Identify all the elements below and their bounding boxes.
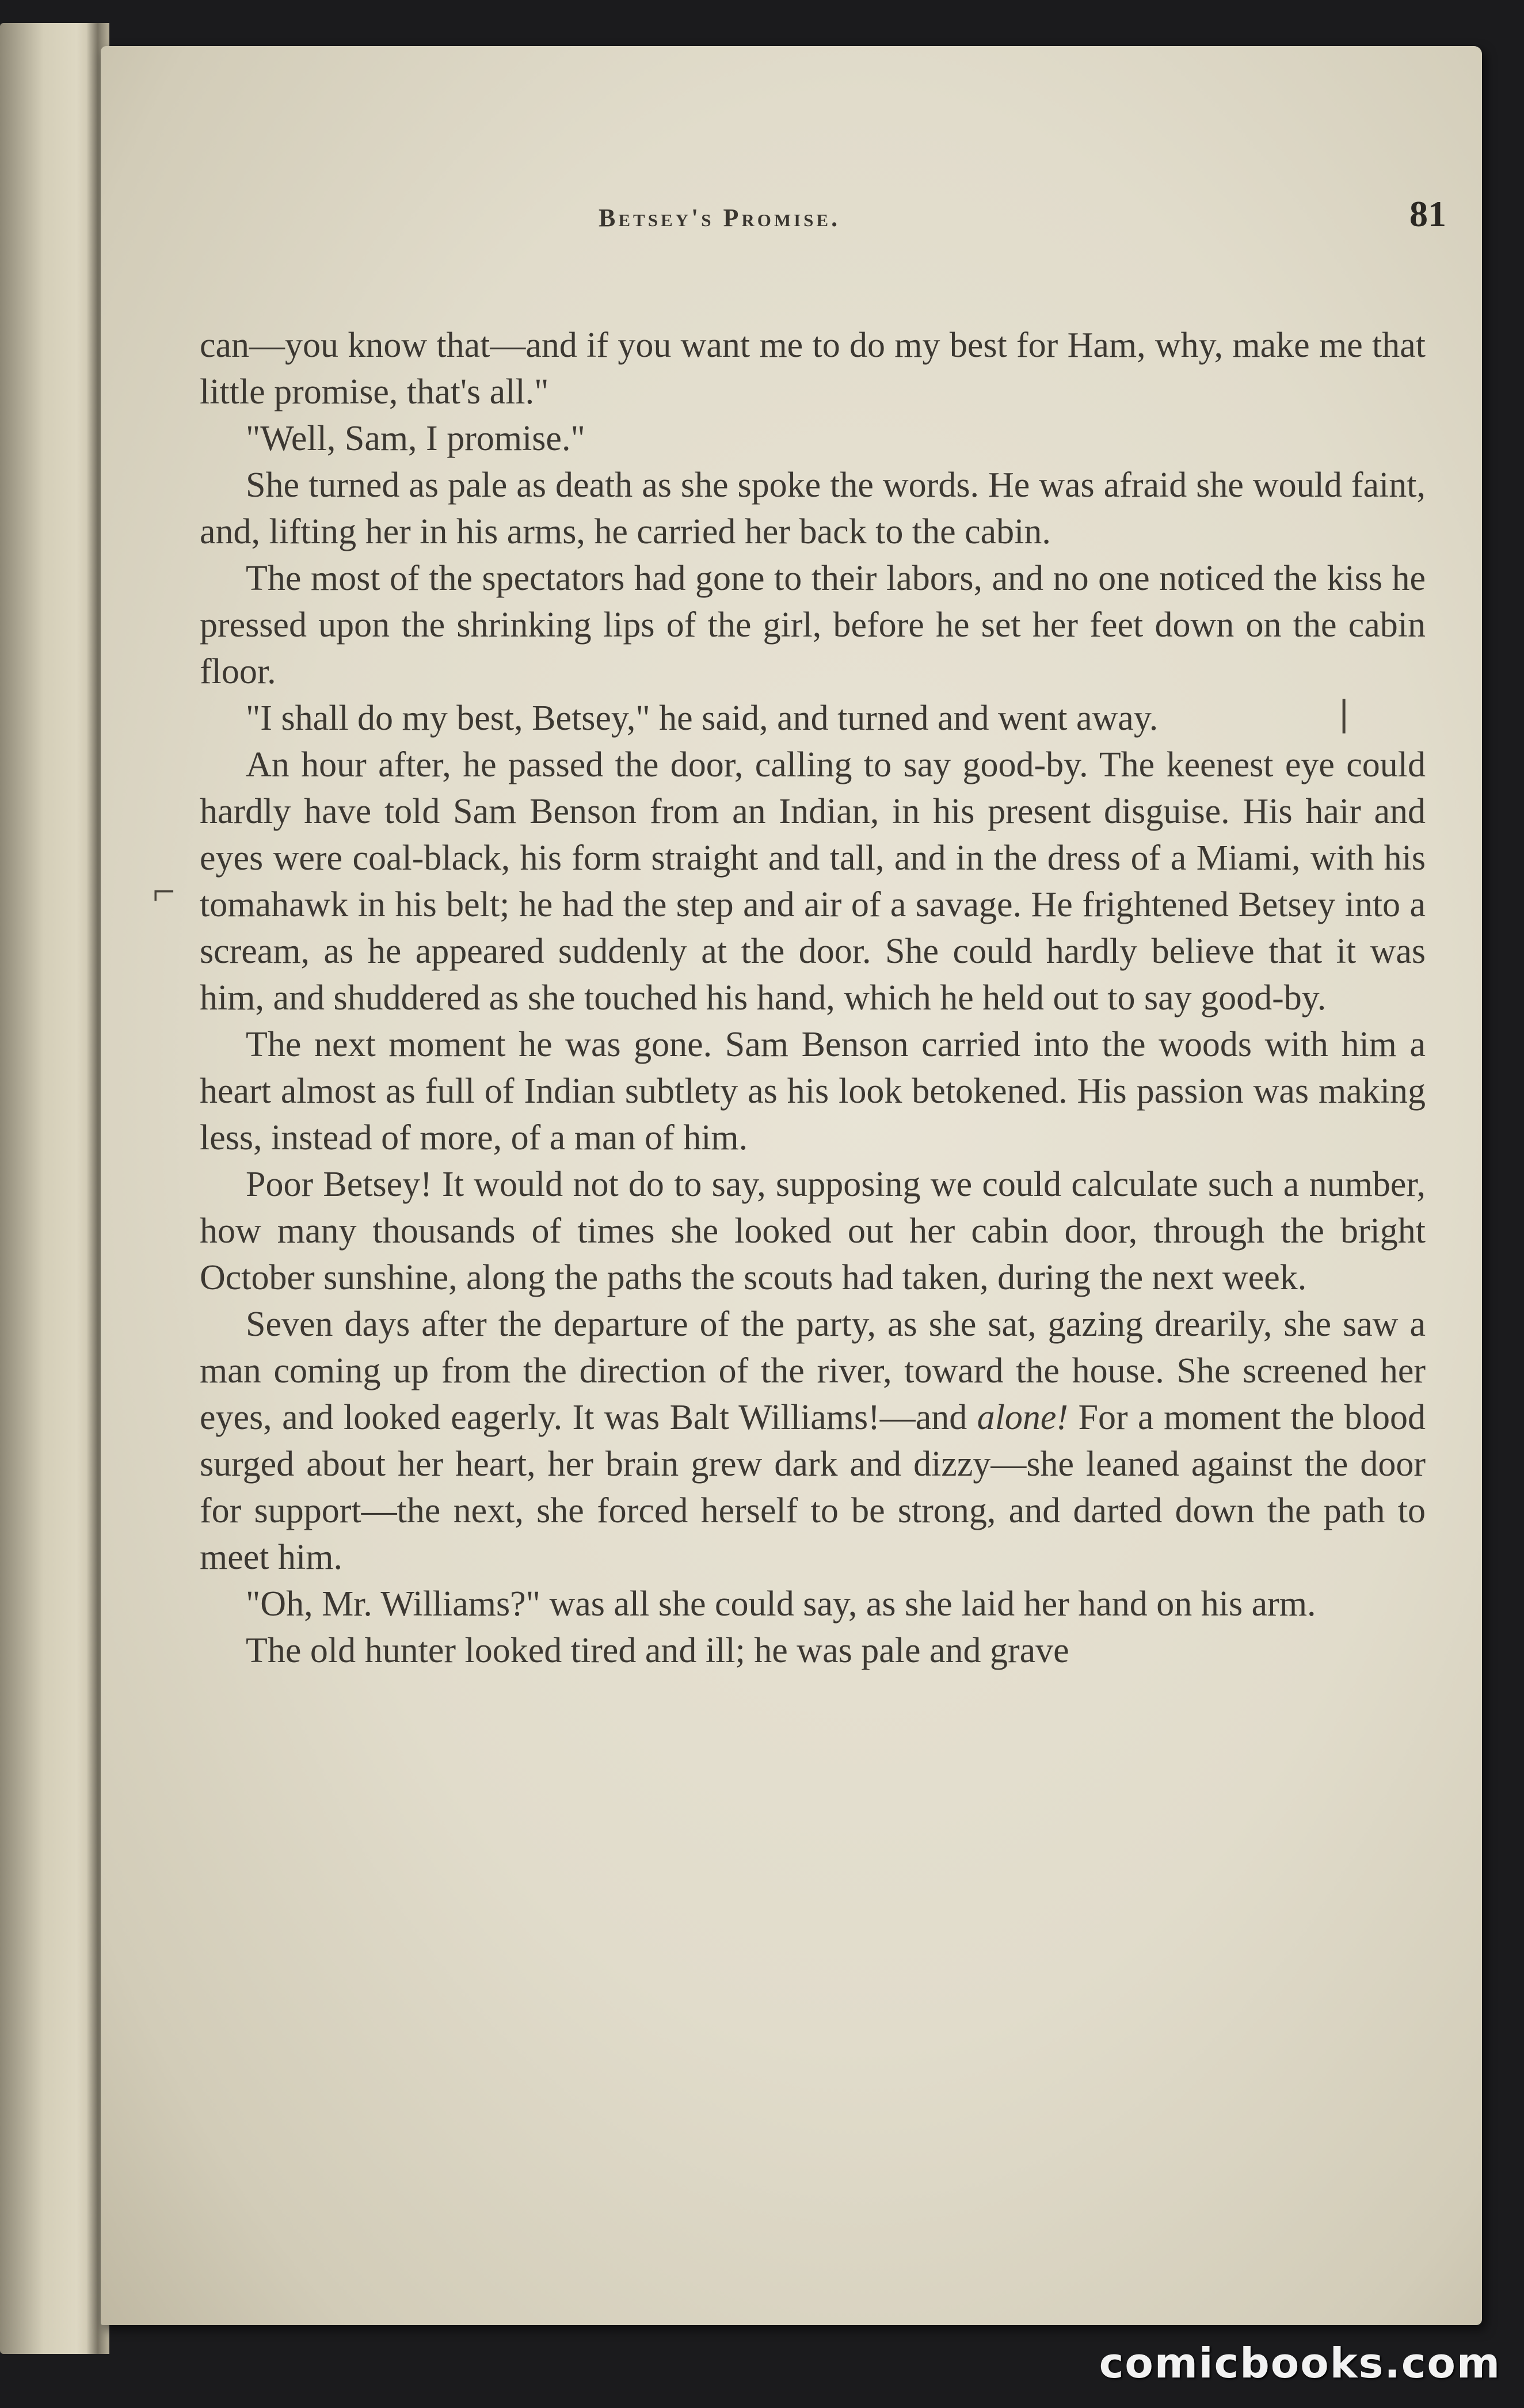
paragraph: The old hunter looked tired and ill; he was pale and grave <box>246 1631 1069 1670</box>
watermark: comicbooks.com <box>1099 2339 1501 2387</box>
paragraph: She turned as pale as death as she spoke the words. He was afraid she would faint, and, lifting her in his arms, he carried her back to the cabin. <box>200 466 1426 551</box>
book-page <box>101 46 1482 2325</box>
running-title: Betsey's Promise. <box>599 204 841 232</box>
running-head <box>101 193 1482 245</box>
paragraph: "I shall do my best, Betsey," he said, and turned and went away. <box>246 699 1159 738</box>
paragraph-text-tail: For a moment the blood surged about her heart, her brain grew dark and dizzy—she leaned against the door for support—the next, she forced herself to be strong, and darted down the path to meet him. <box>200 1398 1426 1577</box>
margin-pencil-mark: ❘ <box>1329 695 1359 733</box>
paragraph: The most of the spectators had gone to their labors, and no one noticed the kiss he pressed upon the shrinking lips of the girl, before he set her feet down on the cabin floor. <box>200 559 1426 691</box>
paragraph: can—you know that—and if you want me to do my best for Ham, why, make me that little promise, that's all." <box>200 326 1426 412</box>
paragraph: The next moment he was gone. Sam Benson carried into the woods with him a heart almost as full of Indian subtlety as his look betokened. His passion was making less, instead of more, of a man of him. <box>200 1025 1426 1157</box>
margin-pencil-mark: ⌐ <box>153 870 176 914</box>
body-text <box>200 322 1426 1674</box>
page-number: 81 <box>1409 193 1446 234</box>
paragraph: "Well, Sam, I promise." <box>246 419 585 458</box>
paragraph-text: Seven days after the departure of the party, as she sat, gazing drearily, she saw a man coming up from the direction of the river, toward the house. She screened her eyes, and looked eagerly. It was Balt Williams!—and <box>200 1305 1426 1437</box>
emphasis-text: alone! <box>977 1398 1069 1437</box>
paragraph: "Oh, Mr. Williams?" was all she could say, as she laid her hand on his arm. <box>246 1584 1316 1624</box>
paragraph: An hour after, he passed the door, calling to say good-by. The keenest eye could hardly have told Sam Benson from an Indian, in his present disguise. His hair and eyes were coal-black, his form straight and tall, and in the dress of a Miami, with his tomahawk in his belt; he had the step and air of a savage. He frightened Betsey into a scream, as he appeared suddenly at the door. She could hardly believe that it was him, and shuddered as she touched his hand, which he held out to say good-by. <box>200 745 1426 1018</box>
paragraph: Poor Betsey! It would not do to say, supposing we could calculate such a number, how many thousands of times she looked out her cabin door, through the bright October sunshine, along the paths the scouts had taken, during the next week. <box>200 1165 1426 1297</box>
paragraph <box>200 1301 1426 1581</box>
